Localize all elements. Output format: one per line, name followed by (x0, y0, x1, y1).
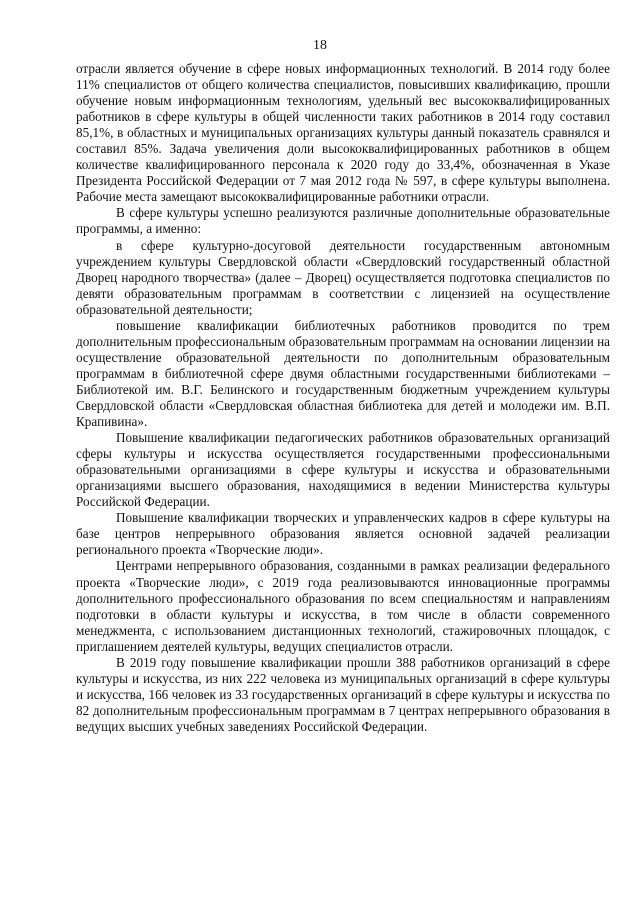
page-number: 18 (313, 38, 327, 53)
paragraph: В 2019 году повышение квалификации прошли 388 работников организаций в сфере культуры и искусства, из них 222 человека из муниципальных организаций в сфере культуры и искусства, 166 человек из 33 государственных организаций в сфере культуры и искусства по 82 дополнительным профессиональным программам в 7 центрах непрерывного образования в ведущих высших учебных заведениях Российской Федерации. (76, 654, 610, 734)
paragraph: В сфере культуры успешно реализуются различные дополнительные образовательные программы, а именно: (76, 205, 610, 237)
paragraph: отрасли является обучение в сфере новых информационных технологий. В 2014 году более 11% специалистов от общего количества специалистов, повысивших квалификацию, прошли обучение новым информационным технологиям, удельный вес высококвалифицированных работников в сфере культуры в общей численности таких работников в 2014 году составил 85,1%, в областных и муниципальных организациях культуры данный показатель сравнялся и составил 85%. Задача увеличения доли высококвалифицированных работников в общем количестве квалифицированного персонала к 2020 году до 33,4%, обозначенная в Указе Президента Российской Федерации от 7 мая 2012 года № 597, в сфере культуры выполнена. Рабочие места замещают высококвалифицированные работники отрасли. (76, 61, 610, 205)
paragraph: Повышение квалификации творческих и управленческих кадров в сфере культуры на базе центров непрерывного образования является основной задачей реализации регионального проекта «Творческие люди». (76, 510, 610, 558)
paragraph: в сфере культурно-досуговой деятельности государственным автономным учреждением культуры Свердловской области «Свердловский государственный областной Дворец народного творчества» (далее – Дворец) осуществляется подготовка специалистов по девяти образовательным программам в соответствии с лицензией на осуществление образовательной деятельности; (76, 237, 610, 317)
document-body (76, 61, 610, 735)
paragraph: Центрами непрерывного образования, созданными в рамках реализации федерального проекта «Творческие люди», с 2019 года реализовываются инновационные программы дополнительного профессионального образования по всем специальностям и направлениям подготовки в области культуры и искусства, в том числе в области современного менеджмента, с использованием дистанционных технологий, стажировочных площадок, с приглашением деятелей культуры, ведущих специалистов отрасли. (76, 558, 610, 654)
paragraph: повышение квалификации библиотечных работников проводится по трем дополнительным профессиональным образовательным программам на основании лицензии на осуществление образовательной деятельности по дополнительным образовательным программам в библиотечной сфере двумя областными государственными библиотеками – Библиотекой им. В.Г. Белинского и государственным бюджетным учреждением культуры Свердловской области «Свердловская областная библиотека для детей и молодежи им. В.П. Крапивина». (76, 317, 610, 430)
paragraph: Повышение квалификации педагогических работников образовательных организаций сферы культуры и искусства осуществляется государственными профессиональными образовательными организациями в сфере культуры и искусства и образовательными организациями высшего образования, находящимися в ведении Министерства культуры Российской Федерации. (76, 430, 610, 510)
